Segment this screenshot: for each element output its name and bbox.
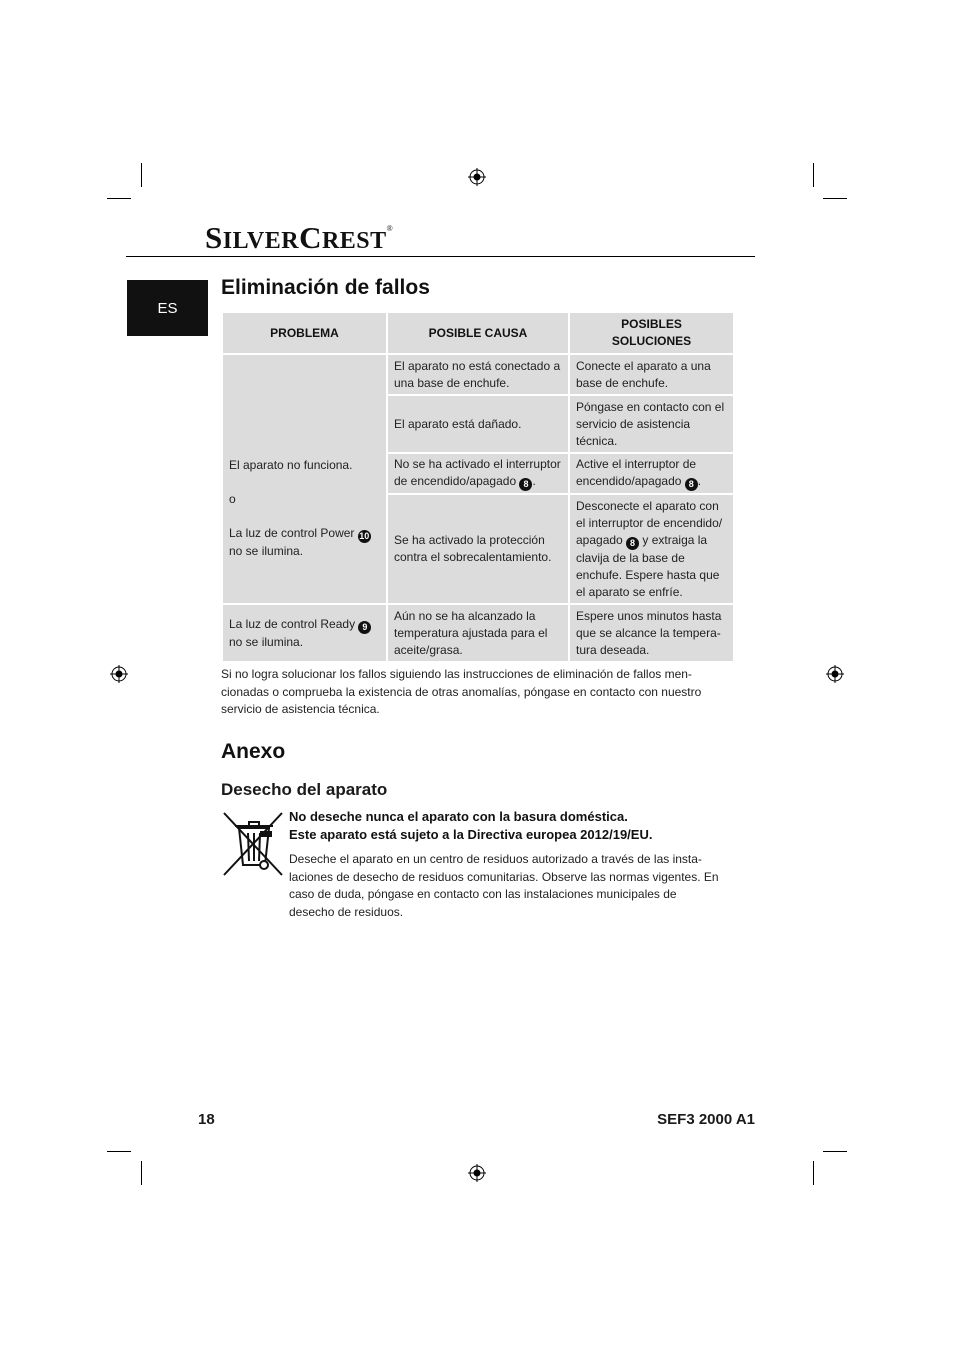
crop-mark	[823, 1151, 847, 1152]
number-badge: 8	[626, 537, 639, 550]
number-badge: 10	[359, 530, 370, 541]
cause-cell: No se ha activado el interruptor de encendido/apagado 8 .	[387, 453, 569, 494]
page-number: 18	[198, 1111, 215, 1128]
crop-mark	[141, 163, 142, 187]
cause-cell: Aún no se ha alcanzado la temperatura ajustada para el aceite/grasa.	[387, 604, 569, 662]
crop-mark	[823, 198, 847, 199]
crop-mark	[107, 198, 131, 199]
problem-cell	[222, 354, 387, 604]
table-row	[222, 604, 734, 662]
number-badge: 8	[685, 478, 698, 491]
solution-cell: Conecte el aparato a una base de enchufe.	[569, 354, 734, 395]
crop-mark	[107, 1151, 131, 1152]
crop-mark	[813, 163, 814, 187]
troubleshooting-table	[221, 311, 735, 663]
solution-cell: Espere unos minutos hasta que se alcance la tempera- tura deseada.	[569, 604, 734, 662]
cause-cell: El aparato no está conectado a una base de enchufe.	[387, 354, 569, 395]
problem-cell: La luz de control Ready 9 no se ilumina.	[222, 604, 387, 662]
number-badge: 8	[519, 478, 532, 491]
solution-cell: Desconecte el aparato con el interruptor de encendido/ apagado 8 y extraiga la clavija de la base de enchufe. Espere hasta que el aparato se enfríe.	[569, 494, 734, 604]
troubleshooting-note: Si no logra solucionar los fallos siguiendo las instrucciones de eliminación de fallos men- cionadas o comprueba la existencia de otras anomalías, póngase en contacto con nuestro servicio de asistencia técnica.	[221, 667, 702, 716]
problem-text: o	[229, 491, 236, 506]
column-header-problem: PROBLEMA	[222, 312, 387, 354]
brand-logo: SILVERCREST®	[205, 220, 394, 255]
number-badge: 9	[358, 621, 371, 634]
problem-text: La luz de control Power 10	[229, 525, 370, 541]
registration-mark-icon	[826, 665, 844, 683]
table-header-row	[222, 312, 734, 354]
crop-mark	[141, 1161, 142, 1185]
language-tab: ES	[127, 280, 208, 336]
header-rule	[126, 256, 755, 257]
disposal-warning: No deseche nunca el aparato con la basura doméstica.	[289, 809, 628, 824]
disposal-text: Deseche el aparato en un centro de residuos autorizado a través de las insta- laciones de desecho de residuos comunitarias. Observe las normas vigentes. En caso de duda, póngase en contacto con las instalaciones municipales de desecho de residuos.	[289, 852, 719, 919]
column-header-cause: POSIBLE CAUSA	[387, 312, 569, 354]
disposal-directive: Este aparato está sujeto a la Directiva europea 2012/19/EU.	[289, 827, 653, 842]
anexo-title: Anexo	[221, 740, 286, 763]
problem-text: no se ilumina.	[229, 543, 304, 558]
cause-cell: El aparato está dañado.	[387, 395, 569, 453]
crossed-bin-icon	[222, 811, 284, 877]
registration-mark-icon	[468, 1164, 486, 1182]
problem-text: El aparato no funciona.	[229, 457, 353, 472]
section-title: Eliminación de fallos	[221, 276, 430, 299]
column-header-solutions: POSIBLES SOLUCIONES	[569, 312, 734, 354]
crop-mark	[813, 1161, 814, 1185]
table-row	[222, 354, 734, 395]
registration-mark-icon	[468, 168, 486, 186]
cause-cell: Se ha activado la protección contra el sobrecalentamiento.	[387, 494, 569, 604]
solution-cell: Active el interruptor de encendido/apagado 8 .	[569, 453, 734, 494]
model-number: SEF3 2000 A1	[657, 1111, 755, 1128]
registration-mark-icon	[110, 665, 128, 683]
solution-cell: Póngase en contacto con el servicio de asistencia técnica.	[569, 395, 734, 453]
disposal-title: Desecho del aparato	[221, 780, 388, 799]
